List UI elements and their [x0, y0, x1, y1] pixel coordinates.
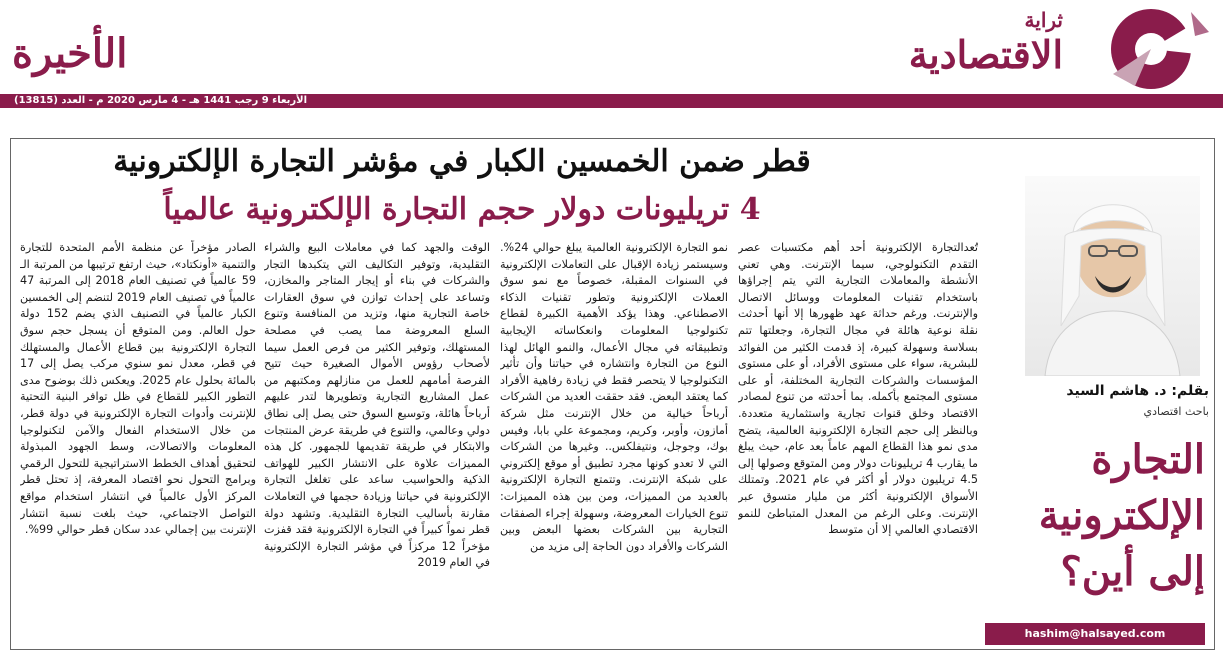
author-photo — [985, 176, 1210, 376]
article-column-2 — [500, 240, 728, 645]
column-text: تُعدالتجارة الإلكترونية أحد أهم مكتسبات عصر التقدم التكنولوجي، سيما الإنترنت. وهي تعني الأنشطة والمعاملات التجارية التي يتم إجراؤها باستخدام تقنيات المعلومات ووسائل الاتصال والإنترنت. ورغم حداثة عهد ظهورها إلا أنها أحدثت نقلة نوعية هائلة في مجال التجارة، وجعلتها تتم بسلاسة وسهولة كبيرة، إذ قدمت الكثير من الفوائد للبشرية، سواء على مستوى الأفراد، أو على مستوى المؤسسات والشركات التجارية المختلفة، أو على مستوى المجتمع بأكمله. بما أحدثته من تنوع لمصادر الاقتصاد وخلق قنوات تجارية واستثمارية متعددة. وبالنظر إلى حجم التجارة الإلكترونية العالمية، يتضح مدى نمو هذا القطاع المهم عاماً بعد عام، حيث يبلغ ما يقارب 4 تريليونات دولار ومن المتوقع وصولها إلى 4.5 تريليون دولار أو أكثر في عام 2021. وتمتلك الأسواق الإلكترونية أكثر من مليار متسوق عبر الإنترنت. وعلى الرغم من المعدل المتباطئ للنمو الاقتصادي العالمي إلا أن متوسط — [738, 241, 978, 537]
dateline-text: الأربعاء 9 رجب 1441 هـ - 4 مارس 2020 م - العدد (13815) — [14, 95, 308, 106]
email-bar — [985, 623, 1205, 645]
logo-small-text: ثراية — [1024, 8, 1063, 32]
logo-mark-icon — [1073, 4, 1213, 94]
page-header — [0, 0, 1223, 95]
article-column-4 — [20, 240, 256, 645]
logo-main-text: الاقتصادية — [908, 32, 1063, 77]
headline-secondary: 4 تريليونات دولار حجم التجارة الإلكترونية عالمياً — [163, 192, 761, 227]
section-label: الأخيرة — [12, 30, 128, 77]
headline-primary: قطر ضمن الخمسين الكبار في مؤشر التجارة الإلكترونية — [113, 144, 811, 179]
person-icon — [1025, 176, 1200, 376]
article-column-3 — [264, 240, 490, 645]
author-email[interactable]: hashim@halsayed.com — [1024, 627, 1166, 640]
sidebar-title: التجارة الإلكترونية إلى أين؟ — [1038, 436, 1205, 595]
column-text: الصادر مؤخراً عن منظمة الأمم المتحدة للتجارة والتنمية «أونكتاد»، حيث ارتفع ترتيبها من المرتبة الـ 59 عالمياً في تصنيف العام 2018 إلى المرتبة 47 عالمياً في تصنيف العام 2019 لتنضم إلى الخمسين الكبار عالمياً في التصنيف الذي يضم 152 دولة حول العالم. ومن المتوقع أن يسجل حجم سوق التجارة الإلكترونية بين قطاع الأعمال والمستهلك في قطر، معدل نمو سنوي مركب يصل إلى 17 بالمائة بحلول عام 2025. ويعكس ذلك بوضوح مدى التطور الكبير للقطاع في ظل توافر البنية التحتية للإنترنت وأدوات التجارة الإلكترونية في دولة قطر، من خلال الاستخدام الفعال والآمن لتكنولوجيا المعلومات والاتصالات، وسط الجهود المبذولة لتحقيق أهداف الخطط الاستراتيجية للتحول الرقمي وبرامج التحول نحو اقتصاد المعرفة، إذ تحتل قطر المركز الأول عالمياً في انتشار استخدام مواقع التواصل الاجتماعي، حيث بلغت نسبة انتشار الإنترنت بين إجمالي عدد سكان قطر حوالي 99%. — [20, 241, 256, 537]
author-name: بقلم: د. هاشم السيد — [1066, 383, 1209, 399]
dateline-bar — [0, 94, 1223, 108]
logo — [833, 4, 1213, 94]
article-column-1 — [738, 240, 978, 645]
author-title: باحث اقتصادي — [1143, 405, 1209, 418]
column-text: نمو التجارة الإلكترونية العالمية يبلغ حوالي 24%. وسيستمر زيادة الإقبال على التعاملات الإلكترونية في السنوات المقبلة، خصوصاً مع نمو سوق العملات الإلكترونية وتطور تقنيات الذكاء الاصطناعي. وهذا يؤكد الأهمية الكبيرة لقطاع تكنولوجيا المعلومات وانعكاساته الإيجابية وتطبيقاته في مجال الأعمال، والنمو الهائل لهذا النوع من التجارة وانتشاره في حياتنا وأن تأثير التكنولوجيا لا يتحصر فقط في زيادة رفاهية الأفراد كما يعتقد البعض. فقد حققت العديد من الشركات أرباحاً خيالية من خلال الإنترنت مثل شركة أمازون، وأوبر، وكريم، ومجموعة علي بابا، وفيس بوك، وجوجل، ونتيفلكس.. وغيرها من الشركات التي لا تعدو كونها مجرد تطبيق أو موقع إلكتروني على شبكة الإنترنت. وتتمتع التجارة الإلكترونية بالعديد من المميزات، ومن بين هذه المميزات: تنوع الخيارات المعروضة، وسهولة إجراء الصفقات التجارية بين الشركات بعضها البعض وبين الشركات والأفراد دون الحاجة إلى مزيد من — [500, 241, 728, 553]
column-text: الوقت والجهد كما في معاملات البيع والشراء التقليدية، وتوفير التكاليف التي يتكبدها التجار والشركات في بناء أو إيجار المتاجر والمخازن، وتساعد على إحداث توازن في سوق العقارات خاصة التجارية منها، وتزيد من المنافسة وتنوع السلع المعروضة مما يصب في مصلحة المستهلك، وتوفير الكثير من فرص العمل سيما لأصحاب رؤوس الأموال الصغيرة حيث تتيح الفرصة أمامهم للعمل من منازلهم ومكتبهم من عمل المشاريع التجارية وتطويرها لتدر عليهم أرباحاً هائلة، وتوسيع السوق حتى يصل إلى نطاق دولي وعالمي، والتنوع في طريقة عرض المنتجات والابتكار في طريقة تقديمها للجمهور. كل هذه المميزات علاوة على الانتشار الكبير للهواتف الذكية والحواسيب ساعد على تغلغل التجارة الإلكترونية في حياتنا وزيادة حجمها في التعاملات مقارنة بأساليب التجارة التقليدية. وتشهد دولة قطر نمواً كبيراً في التجارة الإلكترونية فقد قفزت مؤخراً 12 مركزاً في مؤشر التجارة الإلكترونية في العام 2019 — [264, 241, 490, 570]
headline-block — [14, 142, 910, 234]
